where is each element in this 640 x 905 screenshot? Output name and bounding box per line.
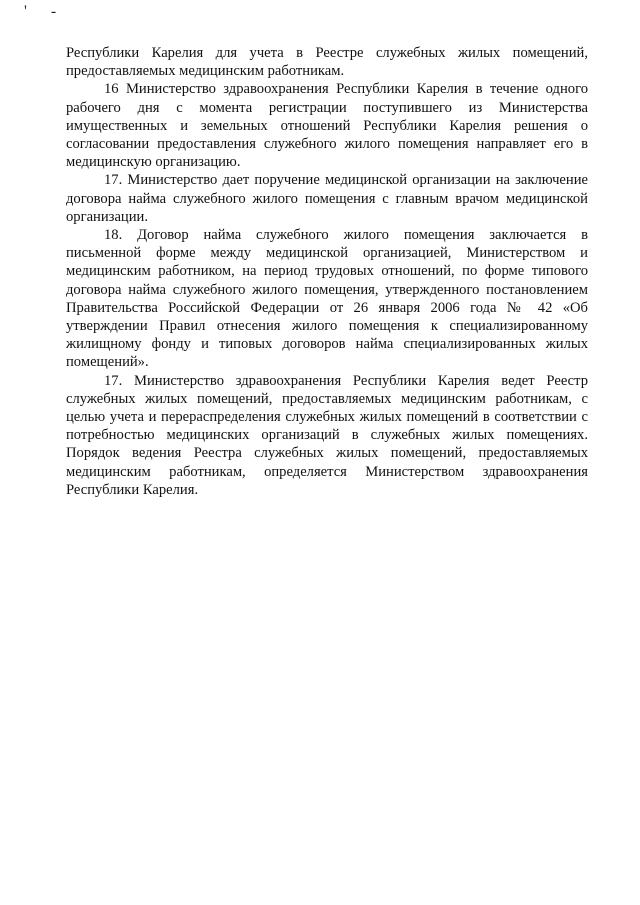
scan-mark: ' [24,3,27,20]
paragraph-continuation: Республики Карелия для учета в Реестре служебных жилых помещений, предоставляемых медицинским работникам. [66,45,588,80]
scan-mark: - [50,3,57,20]
paragraph-17: 17. Министерство дает поручение медицинской организации на заключение договора найма служебного жилого помещения с главным врачом медицинской организации. [66,172,588,225]
scan-marks [24,4,80,20]
document-body [66,44,588,499]
paragraph-18: 18. Договор найма служебного жилого помещения заключается в письменной форме между медицинской организацией, Министерством и медицинским работником, на период трудовых отношений, по форме типового договора найма служебного жилого помещения, утвержденного постановлением Правительства Российской Федерации от 26 января 2006 года № 42 «Об утверждении Правил отнесения жилого помещения к специализированному жилищному фонду и типовых договоров найма специализированных жилых помещений». [66,227,588,371]
paragraph-16: 16 Министерство здравоохранения Республики Карелия в течение одного рабочего дня с момента регистрации поступившего из Министерства имущественных и земельных отношений Республики Карелия решения о согласовании предоставления служебного жилого помещения направляет его в медицинскую организацию. [66,81,588,171]
paragraph-17-registry: 17. Министерство здравоохранения Республики Карелия ведет Реестр служебных жилых помещений, предоставляемых медицинским работникам, с целью учета и перераспределения служебных жилых помещений в соответствии с потребностью медицинских организаций в служебных жилых помещениях. Порядок ведения Реестра служебных жилых помещений, предоставляемых медицинским работникам, определяется Министерством здравоохранения Республики Карелия. [66,372,588,498]
